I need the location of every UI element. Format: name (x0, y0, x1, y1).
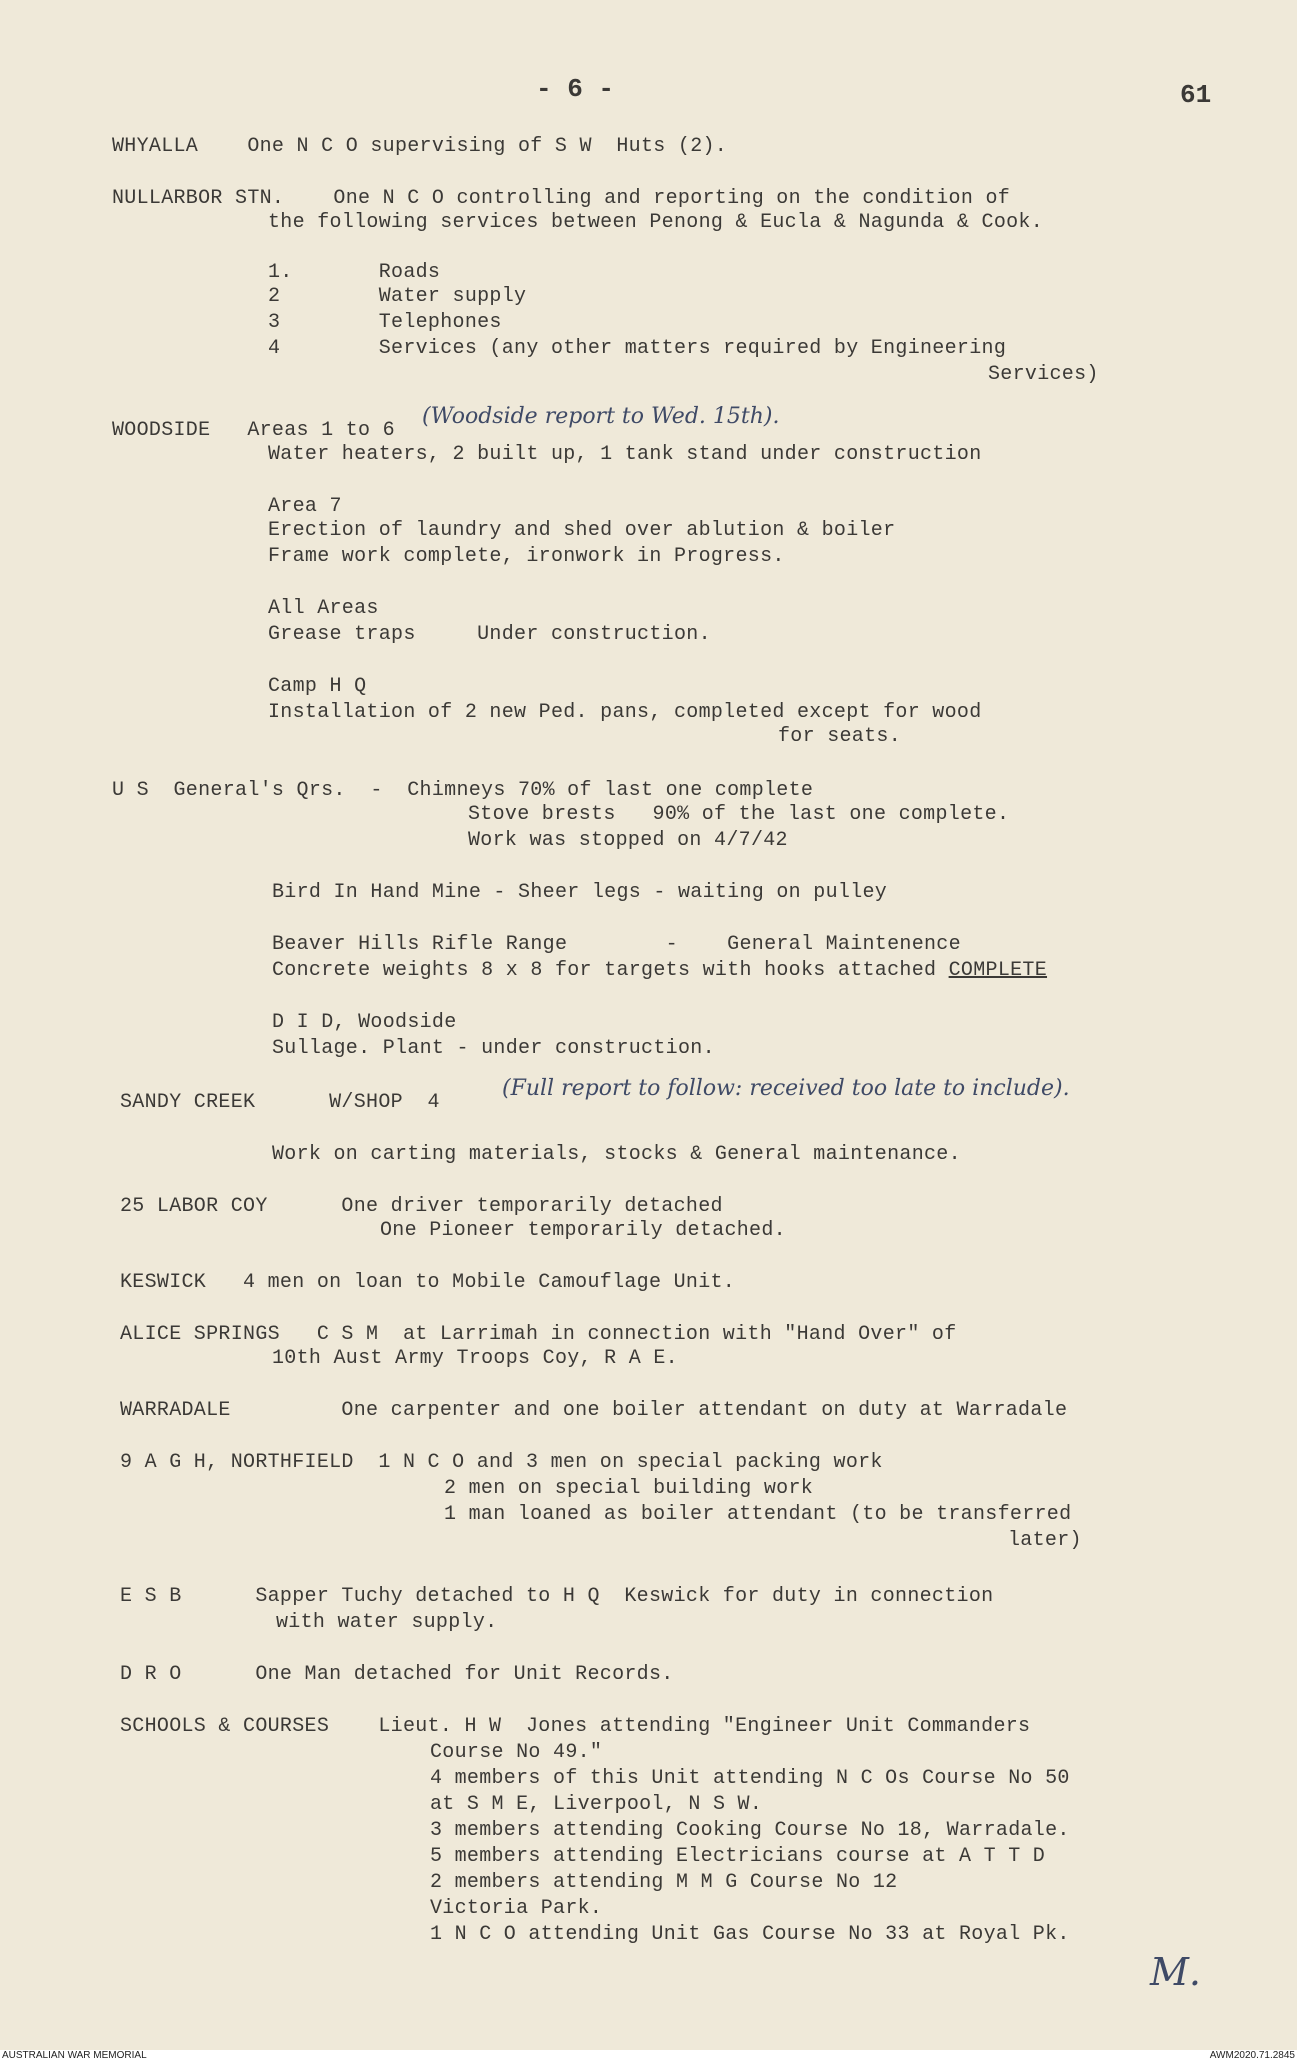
line-schools: 3 members attending Cooking Course No 18, Warradale. (430, 1819, 1070, 1842)
footer-reference: AWM2020.71.2845 (1209, 2050, 1295, 2061)
line-labor-coy: 25 LABOR COY One driver temporarily detached (120, 1195, 723, 1218)
service-item-cont: Services) (988, 363, 1099, 386)
line-all-areas: Grease traps Under construction. (268, 623, 711, 646)
line-nullarbor: NULLARBOR STN. One N C O controlling and reporting on the condition of (112, 187, 1011, 210)
line-9-agh: later) (1008, 1529, 1082, 1552)
line-schools: SCHOOLS & COURSES Lieut. H W Jones attending "Engineer Unit Commanders (120, 1715, 1031, 1738)
line-area7: Frame work complete, ironwork in Progress. (268, 545, 785, 568)
line-did: D I D, Woodside (272, 1011, 457, 1034)
line-alice-springs: ALICE SPRINGS C S M at Larrimah in connection with "Hand Over" of (120, 1323, 957, 1346)
line-schools: 4 members of this Unit attending N C Os Course No 50 (430, 1767, 1070, 1790)
line-woodside: WOODSIDE Areas 1 to 6 (112, 419, 395, 442)
line-nullarbor-cont: the following services between Penong & Eucla & Nagunda & Cook. (268, 211, 1044, 234)
line-us-generals: Stove brests 90% of the last one complete. (468, 803, 1010, 826)
line-camp-hq: Installation of 2 new Ped. pans, completed except for wood (268, 701, 982, 724)
line-warradale: WARRADALE One carpenter and one boiler attendant on duty at Warradale (120, 1399, 1068, 1422)
line-camp-hq: for seats. (778, 725, 902, 748)
footer-source: AUSTRALIAN WAR MEMORIAL (2, 2050, 147, 2061)
line-us-generals: U S General's Qrs. - Chimneys 70% of last one complete (112, 779, 814, 802)
line-dro: D R O One Man detached for Unit Records. (120, 1663, 674, 1686)
line-schools: 5 members attending Electricians course at A T T D (430, 1845, 1046, 1868)
line-us-generals: Work was stopped on 4/7/42 (468, 829, 788, 852)
handwritten-initials: M. (1150, 1950, 1201, 1994)
line-all-areas: All Areas (268, 597, 379, 620)
line-did: Sullage. Plant - under construction. (272, 1037, 715, 1060)
line-schools: at S M E, Liverpool, N S W. (430, 1793, 763, 1816)
complete-stamp: COMPLETE (948, 959, 1048, 982)
line-esb: E S B Sapper Tuchy detached to H Q Keswick for duty in connection (120, 1585, 994, 1608)
page-number-marker: - 6 - (536, 74, 615, 104)
service-item: 2 Water supply (268, 285, 527, 308)
line-beaver-hills: Beaver Hills Rifle Range - General Maintenence (272, 933, 961, 956)
line-area7: Erection of laundry and shed over ablution & boiler (268, 519, 896, 542)
line-sandy-creek-cont: Work on carting materials, stocks & General maintenance. (272, 1143, 961, 1166)
line-schools: Victoria Park. (430, 1897, 603, 1920)
line-keswick: KESWICK 4 men on loan to Mobile Camouflage Unit. (120, 1271, 736, 1294)
line-beaver-hills (272, 958, 1047, 984)
line-9-agh: 2 men on special building work (444, 1477, 814, 1500)
folio-number: 61 (1180, 80, 1212, 110)
line-schools: 2 members attending M M G Course No 12 (430, 1871, 898, 1894)
service-item: 1. Roads (268, 261, 441, 284)
line-9-agh: 1 man loaned as boiler attendant (to be transferred (444, 1503, 1072, 1526)
line-schools: Course No 49." (430, 1741, 603, 1764)
line-woodside-cont: Water heaters, 2 built up, 1 tank stand under construction (268, 443, 982, 466)
line-esb: with water supply. (276, 1611, 498, 1634)
footer-bar (0, 2050, 1297, 2061)
beaver-text: Concrete weights 8 x 8 for targets with hooks attached (272, 959, 949, 982)
service-item: 4 Services (any other matters required by Engineering (268, 337, 1007, 360)
line-9-agh: 9 A G H, NORTHFIELD 1 N C O and 3 men on special packing work (120, 1451, 883, 1474)
line-schools: 1 N C O attending Unit Gas Course No 33 at Royal Pk. (430, 1923, 1070, 1946)
line-alice-springs: 10th Aust Army Troops Coy, R A E. (272, 1347, 678, 1370)
line-sandy-creek: SANDY CREEK W/SHOP 4 (120, 1091, 440, 1114)
line-bird-in-hand: Bird In Hand Mine - Sheer legs - waiting on pulley (272, 881, 888, 904)
line-camp-hq: Camp H Q (268, 675, 367, 698)
handwritten-woodside-note: (Woodside report to Wed. 15th). (422, 404, 780, 429)
line-whyalla: WHYALLA One N C O supervising of S W Huts (2). (112, 135, 728, 158)
service-item: 3 Telephones (268, 311, 502, 334)
line-labor-coy: One Pioneer temporarily detached. (380, 1219, 786, 1242)
handwritten-sandy-note: (Full report to follow: received too late to include). (502, 1076, 1070, 1101)
line-area7: Area 7 (268, 495, 342, 518)
